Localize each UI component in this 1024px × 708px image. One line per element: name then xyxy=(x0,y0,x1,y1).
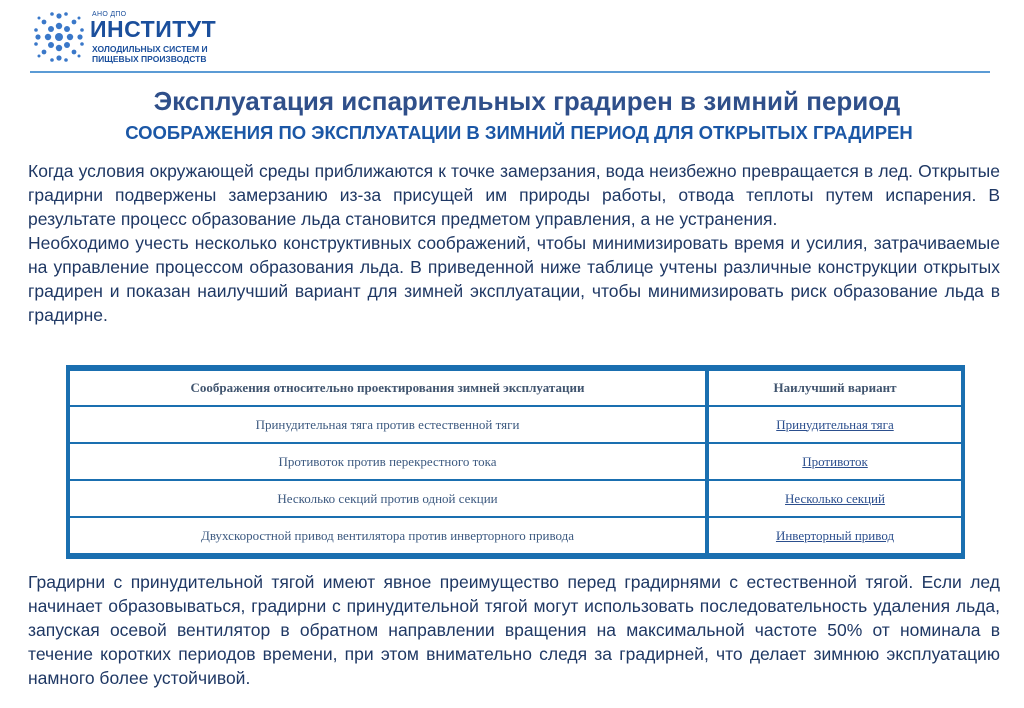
logo-subtitle xyxy=(92,44,208,64)
table-cell-best-option[interactable]: Противоток xyxy=(709,444,961,479)
table-header-row xyxy=(70,371,961,405)
table-cell-best-option[interactable]: Инверторный привод xyxy=(709,518,961,553)
outro-text xyxy=(28,570,1000,690)
table-header-cell: Соображения относительно проектирования зимней эксплуатации xyxy=(70,371,709,405)
intro-paragraph: Необходимо учесть несколько конструктивных соображений, чтобы минимизировать время и усилия, затрачиваемые на управление процессом образования льда. В приведенной ниже таблице учтены различные конструкции открытых градирен и показан наилучший вариант для зимней эксплуатации, чтобы минимизировать риск образование льда в градирне. xyxy=(28,233,1000,325)
table-cell-consideration: Несколько секций против одной секции xyxy=(70,481,709,516)
table-row xyxy=(70,481,961,516)
table-cell-consideration: Противоток против перекрестного тока xyxy=(70,444,709,479)
page-subtitle: СООБРАЖЕНИЯ ПО ЭКСПЛУАТАЦИИ В ЗИМНИЙ ПЕРИОД ДЛЯ ОТКРЫТЫХ ГРАДИРЕН xyxy=(125,122,913,143)
table-row xyxy=(70,407,961,442)
design-table xyxy=(66,365,965,559)
page-title: Эксплуатация испарительных градирен в зимний период xyxy=(153,86,901,116)
logo xyxy=(30,8,330,68)
table-header-cell: Наилучший вариант xyxy=(709,371,961,405)
table-cell-best-option[interactable]: Несколько секций xyxy=(709,481,961,516)
logo-subtitle-line: ХОЛОДИЛЬНЫХ СИСТЕМ И xyxy=(92,44,208,54)
outro-paragraph: Градирни с принудительной тягой имеют явное преимущество перед градирнями с естественной тягой. Если лед начинает образовываться, градирни с принудительной тягой могут использовать последовательность удаления льда, запуская осевой вентилятор в обратном направлении вращения на максимальной частоте 50% от номинала в течение коротких периодов времени, при этом внимательно следя за градирней, что делает зимнюю эксплуатацию намного более устойчивой. xyxy=(28,572,1000,688)
intro-paragraph: Когда условия окружающей среды приближаются к точке замерзания, вода неизбежно превращается в лед. Открытые градирни подвержены замерзанию из-за присущей им природы работы, отвода теплоты путем испарения. В результате процесс образование льда становится предметом управления, а не устранения. xyxy=(28,161,1000,229)
table-row xyxy=(70,444,961,479)
logo-small-text: АНО ДПО xyxy=(92,11,127,18)
table-row xyxy=(70,518,961,553)
logo-title: ИНСТИТУТ xyxy=(90,16,217,42)
intro-text xyxy=(28,159,1000,327)
table-cell-consideration: Двухскоростной привод вентилятора против инверторного привода xyxy=(70,518,709,553)
header-divider xyxy=(30,71,990,73)
snowflake-icon xyxy=(30,8,88,66)
table-cell-consideration: Принудительная тяга против естественной тяги xyxy=(70,407,709,442)
logo-subtitle-line: ПИЩЕВЫХ ПРОИЗВОДСТВ xyxy=(92,54,207,64)
table-cell-best-option[interactable]: Принудительная тяга xyxy=(709,407,961,442)
